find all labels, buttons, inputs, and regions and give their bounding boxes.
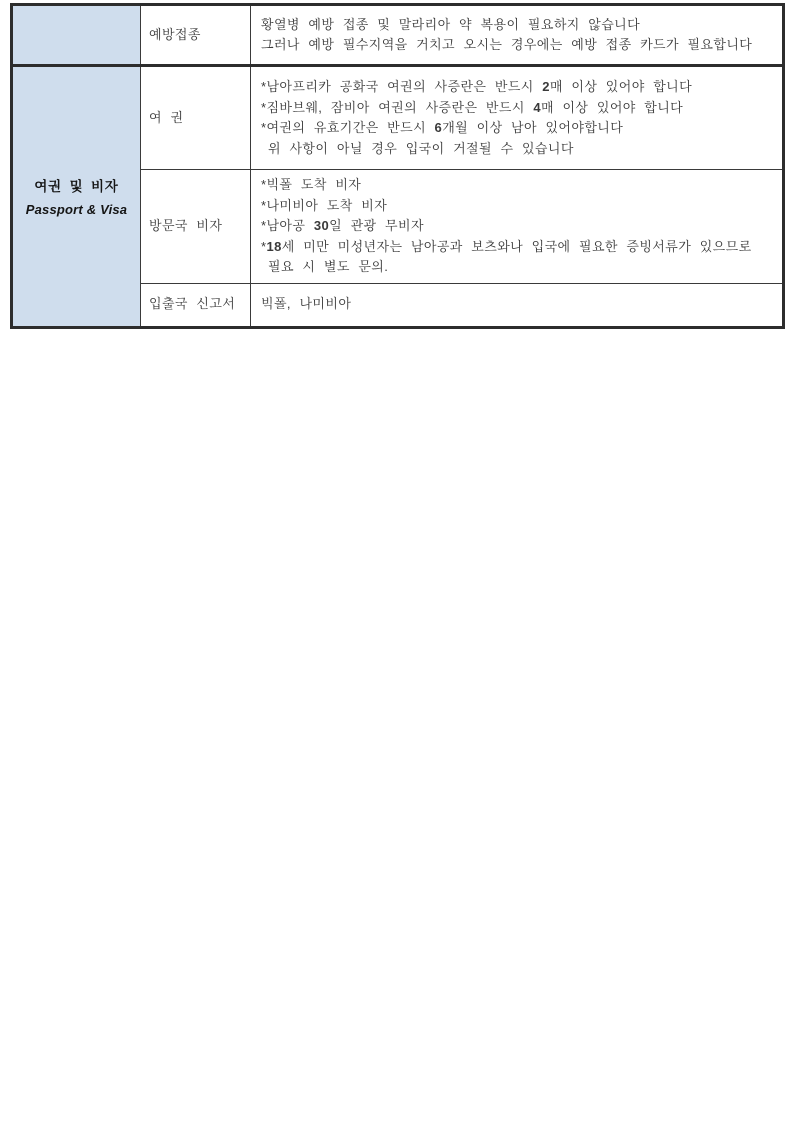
header-cell-passport-visa [12,66,141,328]
content-line: 필요 시 별도 문의. [268,259,389,274]
row-content-entry-exit-card [251,283,784,327]
content-line: *짐바브웨, 잠비아 여권의 사증란은 반드시 4매 이상 있어야 합니다 [261,99,684,115]
content-line: *남아공 30일 관광 무비자 [261,218,424,233]
table-row [12,5,784,66]
row-label-text: 방문국 비자 [149,218,223,233]
content-line: *나미비아 도착 비자 [261,197,388,213]
row-label-vaccination [141,5,251,66]
passport-visa-table [10,3,785,329]
row-label-text: 예방접종 [149,26,201,42]
content-line: *여권의 유효기간은 반드시 6개월 이상 남아 있어야합니다 [261,120,624,135]
header-title-english: Passport & Visa [25,202,128,218]
header-cell-empty [12,5,141,66]
header-title-korean: 여권 및 비자 [34,179,119,195]
row-content-passport [251,66,784,170]
row-content-visiting-country-visa [251,170,784,284]
content-line: 그러나 예방 필수지역을 거치고 오시는 경우에는 예방 접종 카드가 필요합니다 [261,37,753,52]
content-line: *18세 미만 미성년자는 남아공과 보츠와나 입국에 필요한 증빙서류가 있으므로 [261,238,752,254]
row-label-passport [141,66,251,170]
row-label-text: 입출국 신고서 [149,296,236,312]
row-label-text: 여 권 [149,109,184,125]
content-line: 황열병 예방 접종 및 말라리아 약 복용이 필요하지 않습니다 [261,16,641,32]
content-line: *남아프리카 공화국 여권의 사증란은 반드시 2매 이상 있어야 합니다 [261,79,693,94]
row-label-visiting-country-visa [141,170,251,284]
row-label-entry-exit-card [141,283,251,327]
content-line: 위 사항이 아닐 경우 입국이 거절될 수 있습니다 [268,140,574,156]
content-line: 빅폴, 나미비아 [261,296,352,312]
table-row [12,66,784,170]
content-line: *빅폴 도착 비자 [261,177,362,192]
row-content-vaccination [251,5,784,66]
